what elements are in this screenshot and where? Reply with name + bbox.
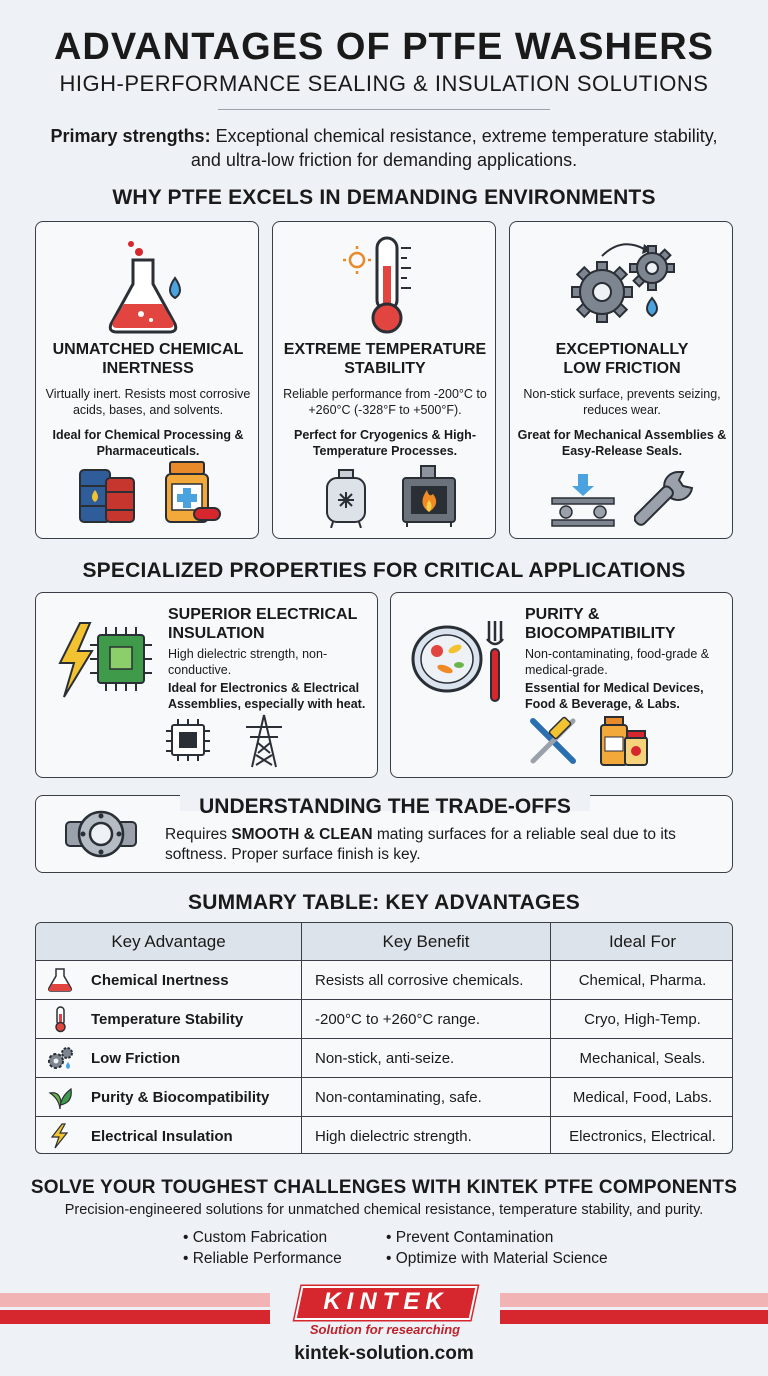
ideal-for-cell: Mechanical, Seals. bbox=[550, 1039, 733, 1077]
card-title-line1: UNMATCHED CHEMICAL bbox=[52, 341, 244, 358]
footer-stripe-right-light bbox=[500, 1293, 768, 1307]
footer-website-link[interactable]: kintek-solution.com bbox=[294, 1343, 474, 1364]
benefit-cell: -200°C to +260°C range. bbox=[301, 1000, 550, 1038]
card-ideal-for: Ideal for Electronics & Electrical Assemblies, especially with heat. bbox=[168, 681, 366, 711]
card-title-line2: STABILITY bbox=[344, 360, 426, 377]
table-row bbox=[36, 1116, 732, 1154]
footer-stripe-left-light bbox=[0, 1293, 270, 1307]
tradeoffs-text bbox=[165, 825, 720, 865]
column-header-ideal-for: Ideal For bbox=[550, 923, 733, 960]
advantage-cell: Purity & Biocompatibility bbox=[91, 1088, 270, 1106]
benefit-cell: Non-contaminating, safe. bbox=[301, 1078, 550, 1116]
temperature-stability-card bbox=[272, 221, 496, 539]
card-description: Reliable performance from -200°C to +260°C (-328°F to +500°F). bbox=[283, 387, 487, 417]
advantage-cell: Low Friction bbox=[91, 1049, 181, 1067]
table-row bbox=[36, 960, 732, 999]
card-description: Virtually inert. Resists most corrosive acids, bases, and solvents. bbox=[45, 387, 251, 417]
primary-strengths bbox=[40, 124, 728, 172]
furnace-icon bbox=[399, 464, 459, 528]
low-friction-card bbox=[509, 221, 733, 539]
strengths-text: Exceptional chemical resistance, extreme temperature stability, and ultra-low friction for demanding applications. bbox=[190, 126, 718, 170]
benefit-cell: Resists all corrosive chemicals. bbox=[301, 961, 550, 999]
advantage-cell: Chemical Inertness bbox=[91, 971, 229, 989]
tradeoffs-text-after: mating surfaces for a reliable seal due to its softness. Proper surface finish is key. bbox=[165, 826, 676, 863]
chemical-inertness-card bbox=[35, 221, 259, 539]
food-jars-icon bbox=[599, 713, 649, 769]
page-subtitle: HIGH-PERFORMANCE SEALING & INSULATION SOLUTIONS bbox=[59, 71, 709, 96]
card-title-line2: INSULATION bbox=[168, 625, 265, 642]
column-header-benefit: Key Benefit bbox=[301, 923, 550, 960]
cta-bullets-left bbox=[183, 1227, 373, 1269]
tradeoffs-text-before: Requires bbox=[165, 826, 232, 843]
why-section-heading: WHY PTFE EXCELS IN DEMANDING ENVIRONMENTS bbox=[112, 186, 656, 209]
barrels-icon bbox=[76, 462, 142, 526]
table-row bbox=[36, 999, 732, 1038]
power-tower-icon bbox=[242, 713, 286, 769]
benefit-cell: Non-stick, anti-seize. bbox=[301, 1039, 550, 1077]
strengths-label: Primary strengths: bbox=[50, 126, 211, 146]
page-title: ADVANTAGES OF PTFE WASHERS bbox=[53, 26, 715, 68]
card-title-line1: PURITY & bbox=[525, 606, 600, 623]
advantage-cell: Electrical Insulation bbox=[91, 1127, 233, 1145]
footer-stripe-right bbox=[500, 1310, 768, 1324]
table-row bbox=[36, 1077, 732, 1116]
petri-dish-fork-icon bbox=[409, 619, 513, 705]
wrench-icon bbox=[634, 468, 696, 528]
footer-stripe-left bbox=[0, 1310, 270, 1324]
advantage-cell: Temperature Stability bbox=[91, 1010, 244, 1028]
bullet-item: • Optimize with Material Science bbox=[386, 1248, 646, 1269]
bullet-item: • Prevent Contamination bbox=[386, 1227, 646, 1248]
table-header-row bbox=[36, 923, 732, 960]
cta-heading: SOLVE YOUR TOUGHEST CHALLENGES WITH KINTEK PTFE COMPONENTS bbox=[30, 1177, 738, 1198]
benefit-cell: High dielectric strength. bbox=[301, 1117, 550, 1154]
ideal-for-cell: Cryo, High-Temp. bbox=[550, 1000, 733, 1038]
flange-washer-icon bbox=[64, 804, 138, 864]
cta-subtext: Precision-engineered solutions for unmatched chemical resistance, temperature stability, and purity. bbox=[64, 1202, 704, 1218]
title-divider bbox=[218, 109, 550, 110]
gears-icon bbox=[566, 234, 678, 342]
card-title-line2: INERTNESS bbox=[102, 360, 194, 377]
bullet-item: • Reliable Performance bbox=[183, 1248, 373, 1269]
flask-icon bbox=[103, 236, 193, 336]
card-ideal-for: Great for Mechanical Assemblies & Easy-Release Seals. bbox=[517, 428, 727, 458]
thermometer-icon bbox=[335, 234, 435, 338]
cta-bullets-right bbox=[386, 1227, 646, 1269]
electrical-insulation-card bbox=[35, 592, 378, 778]
footer-tagline: Solution for researching bbox=[309, 1322, 461, 1337]
medicine-bottle-icon bbox=[164, 460, 222, 526]
card-ideal-for: Perfect for Cryogenics & High-Temperature Processes. bbox=[294, 428, 476, 458]
circuit-lightning-icon bbox=[52, 619, 162, 701]
ideal-for-cell: Electronics, Electrical. bbox=[550, 1117, 733, 1154]
medical-tools-icon bbox=[525, 713, 581, 769]
ideal-for-cell: Medical, Food, Labs. bbox=[550, 1078, 733, 1116]
card-title-line1: EXTREME TEMPERATURE bbox=[283, 341, 487, 358]
card-title-line1: SUPERIOR ELECTRICAL bbox=[168, 606, 358, 623]
card-description: Non-stick surface, prevents seizing, reduces wear. bbox=[523, 387, 721, 417]
summary-table-heading: SUMMARY TABLE: KEY ADVANTAGES bbox=[188, 891, 580, 914]
purity-biocompatibility-card bbox=[390, 592, 733, 778]
column-header-advantage: Key Advantage bbox=[111, 931, 226, 951]
card-title-line2: BIOCOMPATIBILITY bbox=[525, 625, 676, 642]
tradeoffs-text-bold: SMOOTH & CLEAN bbox=[231, 826, 373, 843]
bullet-item: • Custom Fabrication bbox=[183, 1227, 373, 1248]
special-section-heading: SPECIALIZED PROPERTIES FOR CRITICAL APPLICATIONS bbox=[82, 559, 686, 582]
ideal-for-cell: Chemical, Pharma. bbox=[550, 961, 733, 999]
tradeoffs-heading: UNDERSTANDING THE TRADE-OFFS bbox=[199, 795, 571, 818]
table-row bbox=[36, 1038, 732, 1077]
card-description: Non-contaminating, food-grade & medical-grade. bbox=[525, 647, 710, 677]
card-title-line1: EXCEPTIONALLY bbox=[555, 341, 689, 358]
kintek-logo-text: KINTEK bbox=[323, 1288, 449, 1315]
card-description: High dielectric strength, non-conductive. bbox=[168, 647, 328, 677]
summary-table bbox=[35, 922, 733, 1154]
card-ideal-for: Ideal for Chemical Processing & Pharmaceuticals. bbox=[52, 428, 244, 458]
chip-icon bbox=[162, 715, 214, 765]
press-icon bbox=[548, 472, 618, 528]
card-ideal-for: Essential for Medical Devices, Food & Beverage, & Labs. bbox=[525, 681, 704, 711]
card-title-line2: LOW FRICTION bbox=[563, 360, 681, 377]
cryo-tank-icon bbox=[323, 468, 369, 528]
